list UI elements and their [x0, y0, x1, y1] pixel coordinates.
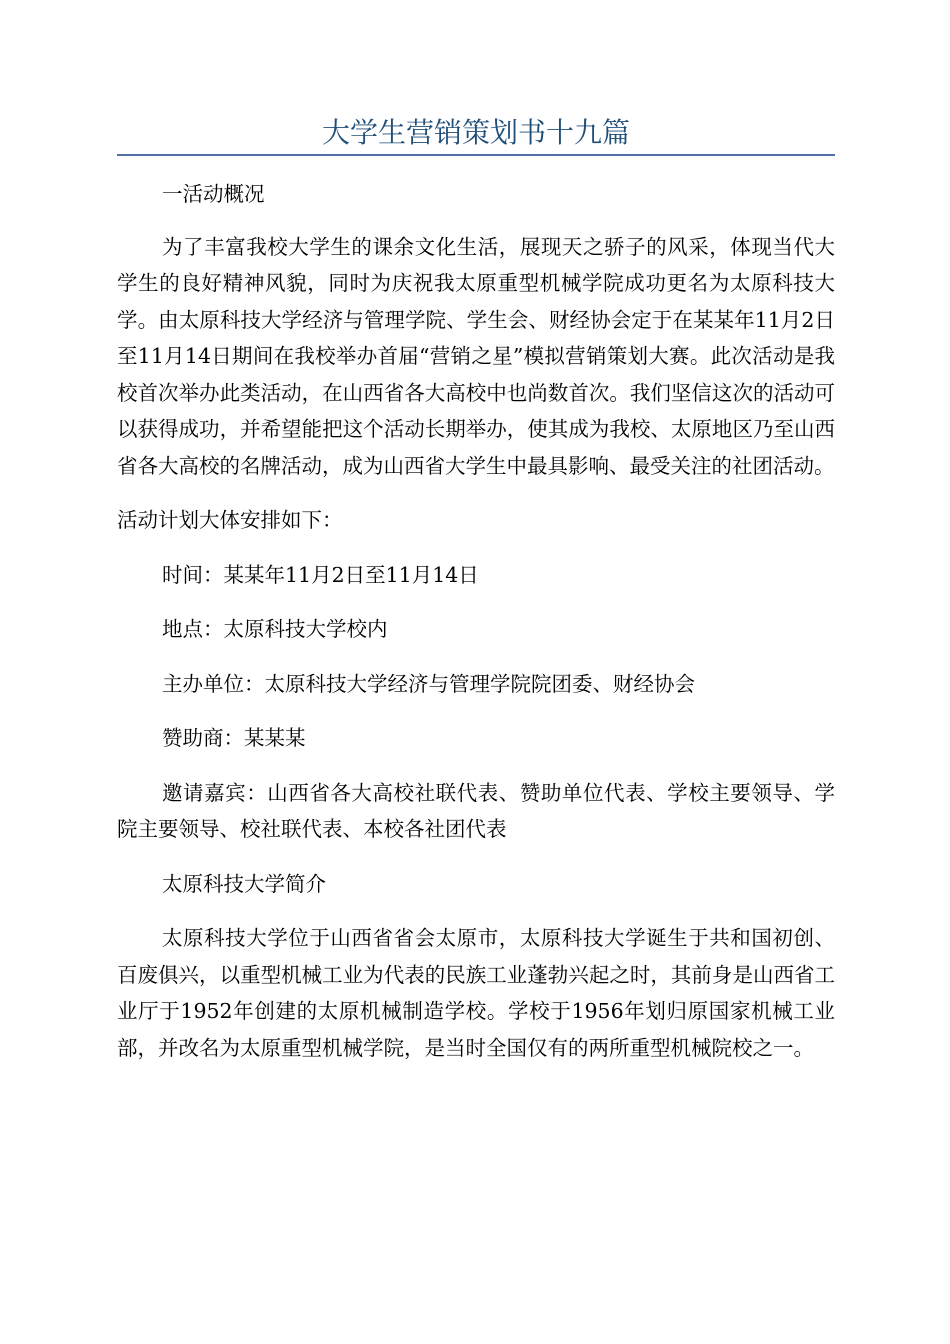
section-heading-activity-overview: 一活动概况 [162, 182, 265, 206]
paragraph-plan-heading: 活动计划大体安排如下： [117, 508, 343, 532]
paragraph-sponsor: 赞助商：某某某 [162, 726, 306, 750]
document-page [117, 112, 835, 1066]
paragraph-time: 时间：某某年11月2日至11月14日 [162, 562, 479, 587]
title-underline [117, 154, 835, 156]
paragraph-guests: 邀请嘉宾：山西省各大高校社联代表、赞助单位代表、学校主要领导、学院主要领导、校社联代表、本校各社团代表 [117, 780, 835, 841]
paragraph-university-intro: 太原科技大学位于山西省省会太原市，太原科技大学诞生于共和国初创、百废俱兴，以重型机械工业为代表的民族工业蓬勃兴起之时，其前身是山西省工业厅于1952年创建的太原机械制造学校。学校于1956年划归原国家机械工业部，并改名为太原重型机械学院，是当时全国仅有的两所重型机械院校之一。 [117, 926, 835, 1060]
paragraph-organizer: 主办单位：太原科技大学经济与管理学院院团委、财经协会 [162, 671, 695, 696]
section-heading-university-intro: 太原科技大学简介 [162, 871, 326, 896]
document-title: 大学生营销策划书十九篇 [321, 116, 630, 149]
paragraph-location: 地点：太原科技大学校内 [162, 617, 388, 641]
paragraph-activity-intro: 为了丰富我校大学生的课余文化生活，展现天之骄子的风采，体现当代大学生的良好精神风貌，同时为庆祝我太原重型机械学院成功更名为太原科技大学。由太原科技大学经济与管理学院、学生会、财经协会定于在某某年11月2日至11月14日期间在我校举办首届“营销之星”模拟营销策划大赛。此次活动是我校首次举办此类活动，在山西省各大高校中也尚数首次。我们坚信这次的活动可以获得成功，并希望能把这个活动长期举办，使其成为我校、太原地区乃至山西省各大高校的名牌活动，成为山西省大学生中最具影响、最受关注的社团活动。 [117, 234, 835, 478]
